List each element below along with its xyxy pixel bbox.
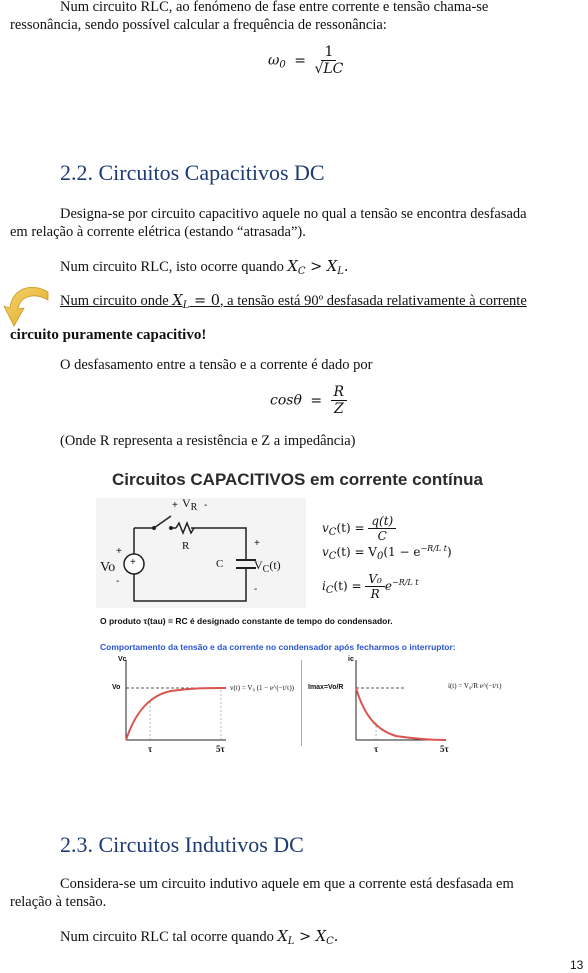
figure-eq-vc-q: $v_C(t)$ = $\frac{q(t)}{C}$: [322, 514, 396, 543]
current-tick-5tau: 5τ: [440, 744, 449, 754]
capacitor-label: C: [216, 558, 224, 570]
vr-minus: -: [204, 500, 208, 511]
voltage-tick-tau: τ: [148, 744, 153, 754]
tau-note: O produto τ(tau) = RC é designado constante de tempo do condensador.: [100, 616, 393, 626]
pure-capacitive-label: circuito puramente capacitivo!: [10, 327, 207, 343]
figure-title: Circuitos CAPACITIVOS em corrente contínua: [112, 470, 483, 489]
switch-plus: +: [172, 500, 178, 511]
impedance-note: (Onde R representa a resistência e Z a impedância): [60, 433, 356, 449]
capacitive-para-line-2: em relação à corrente elétrica (estando “atrasada”).: [10, 224, 306, 240]
voltage-formula: v(t) = V₀ (1 − e^(−t/τ)): [230, 684, 294, 692]
phase-text: O desfasamento entre a tensão e a corrente é dado por: [60, 357, 373, 373]
resonance-equation: $\omega_0$ = $\frac{1}{√LC}$: [268, 44, 344, 77]
behaviour-caption: Comportamento da tensão e da corrente no condensador após fecharmos o interruptor:: [100, 642, 456, 652]
intro-line-1: Num circuito RLC, ao fenómeno de fase entre corrente e tensão chama-se: [60, 0, 489, 15]
pure-capacitive-condition: Num circuito onde $X_L = 0$, a tensão está 90º desfasada relativamente à corrente: [60, 293, 527, 311]
figure-eq-vc-t: $v_C(t) = V_0(1 - e^{-R/L t})$: [322, 544, 452, 562]
voltage-graph: [96, 656, 296, 770]
section-heading-2-2: 2.2. Circuitos Capacitivos DC: [60, 160, 325, 185]
current-tick-tau: τ: [374, 744, 379, 754]
cos-equation: cosθ = $\frac{R}{Z}$: [270, 384, 347, 417]
curved-arrow-icon: [2, 282, 62, 332]
rlc-inductive-condition: Num circuito RLC tal ocorre quando $X_L > X_C$.: [60, 929, 339, 947]
current-formula: i(t) = V₀/R e^(−t/τ): [448, 682, 502, 690]
source-label: Vo: [100, 560, 116, 575]
vr-label: $V_R$: [182, 496, 198, 513]
source-plus: +: [116, 546, 122, 557]
source-minus: -: [116, 576, 120, 587]
rlc-capacitive-condition: Num circuito RLC, isto ocorre quando $X_C > X_L$.: [60, 259, 349, 277]
graph-divider: [301, 660, 302, 746]
capacitive-figure: [96, 468, 516, 770]
intro-line-2: ressonância, sendo possível calcular a frequência de ressonância:: [10, 17, 387, 33]
section-heading-2-3: 2.3. Circuitos Indutivos DC: [60, 832, 304, 857]
voltage-ylabel: Vc: [118, 656, 127, 663]
resistor-label: R: [182, 540, 190, 552]
voltage-tick-5tau: 5τ: [216, 744, 225, 754]
source-plus-inner: +: [130, 557, 136, 568]
current-level: Imax=Vo/R: [308, 684, 344, 691]
voltage-level: Vo: [112, 684, 121, 691]
vc-plus: +: [254, 538, 260, 549]
vc-minus: -: [254, 584, 258, 595]
rc-circuit-diagram: [96, 498, 306, 608]
current-graph: [306, 656, 516, 770]
page-number: 13: [570, 958, 584, 972]
current-ylabel: ic: [348, 656, 354, 663]
capacitive-para-line-1: Designa-se por circuito capacitivo aquele no qual a tensão se encontra desfasada: [60, 206, 527, 222]
vc-label: $V_C(t)$: [254, 558, 281, 575]
inductive-para-line-2: relação à tensão.: [10, 894, 107, 910]
figure-eq-ic-t: $i_C(t)$ = $\frac{\text{V₀}}{R}$ $e^{-R/L t}$: [322, 572, 419, 601]
inductive-para-line-1: Considera-se um circuito indutivo aquele em que a corrente está desfasada em: [60, 876, 514, 892]
